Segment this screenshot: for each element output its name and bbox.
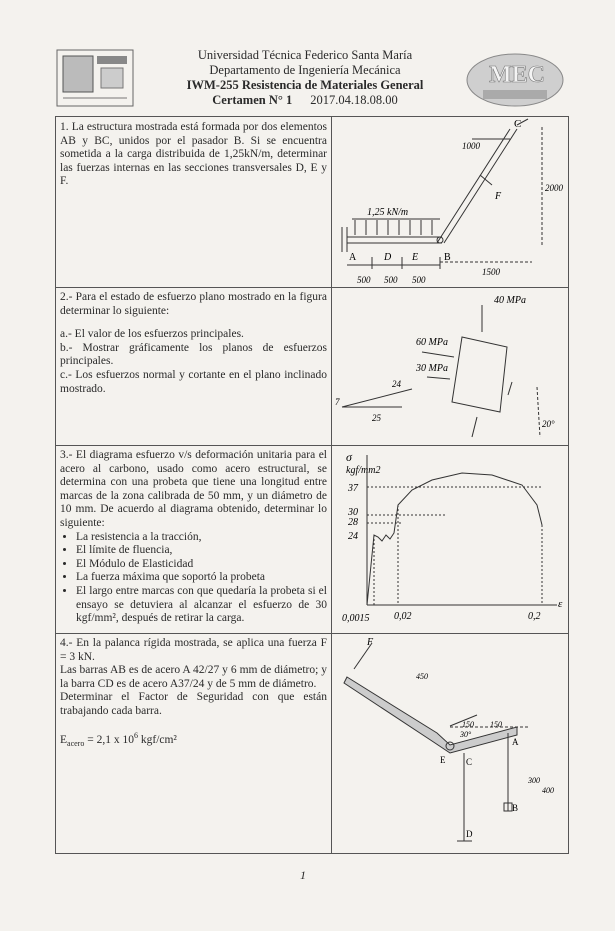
angle-20: 20° (542, 419, 555, 429)
stress-60: 60 MPa (416, 337, 448, 348)
strain-axis-symbol: ε (558, 598, 563, 610)
dim-500-b: 500 (384, 275, 398, 285)
label-D: D (384, 252, 392, 263)
dim-1000: 1000 (462, 141, 480, 151)
label-B-lever: B (512, 803, 519, 813)
elastic-modulus: $E_{acero} = 2,1$ x $10^6$ kgf/cm² (60, 730, 177, 748)
stress-axis-unit: kgf/mm2 (346, 465, 381, 476)
question-2-intro: 2.- Para el estado de esfuerzo plano mostrado en la figura determinar lo siguiente: (60, 291, 327, 317)
exam-header (55, 48, 565, 112)
label-B: B (444, 252, 451, 263)
exam-title: Certamen N° 1 (212, 93, 293, 107)
header-text (150, 48, 460, 108)
dim-150-a: 150 (462, 720, 474, 729)
slope-7: 7 (335, 397, 340, 407)
ytick-24: 24 (348, 531, 358, 542)
question-4-text-1: 4.- En la palanca rígida mostrada, se aplica una fuerza F = 3 kN. (60, 637, 327, 663)
slope-24: 24 (392, 379, 401, 389)
load-label: 1,25 kN/m (367, 207, 409, 218)
question-3-row (56, 445, 568, 634)
dim-500-a: 500 (357, 275, 371, 285)
question-2-row (56, 287, 568, 446)
force-F: F (367, 637, 374, 648)
label-E-lever: E (440, 755, 446, 765)
mec-logo-text: MEC (489, 62, 545, 88)
label-C-lever: C (466, 757, 473, 767)
label-A-lever: A (512, 737, 519, 747)
question-3-item-5: • El largo entre marcas con que quedaría la probeta si el ensayo se detuviera al alcanzar el esfuerzo de 30 kgf/mm², después de retirar la carga. (76, 585, 327, 626)
university-name: Universidad Técnica Federico Santa María (197, 48, 413, 62)
label-D-lever: D (466, 829, 473, 839)
question-4-row (56, 633, 568, 853)
xtick-002: 0,02 (394, 611, 412, 622)
question-3-item-3: • El Módulo de Elasticidad (76, 558, 327, 572)
mec-logo (465, 52, 565, 108)
question-3-intro: 3.- El diagrama esfuerzo v/s deformación unitaria para el acero al carbono, usado como acero estructural, se determina con una probeta que tiene una longitud entre marcas de la zona calibrada de 50 mm, y un diámetro de 10 mm. De acuerdo al diagrama obtenido, determinar lo siguiente: (60, 449, 327, 529)
stress-axis-symbol: σ (346, 450, 352, 464)
angle-30: 30° (460, 730, 472, 739)
page-number: 1 (300, 868, 306, 882)
label-F: F (495, 191, 502, 202)
dim-2000: 2000 (545, 183, 563, 193)
questions-table (55, 116, 569, 854)
question-2-item-c: c.- Los esfuerzos normal y cortante en el plano inclinado mostrado. (60, 368, 327, 395)
dim-500-c: 500 (412, 275, 426, 285)
question-4-text-3: Determinar el Factor de Seguridad con que están trabajando cada barra. (60, 691, 327, 717)
question-2-item-b: b.- Mostrar gráficamente los planos de esfuerzos principales. (60, 341, 327, 368)
dim-300: 300 (528, 776, 540, 785)
question-1-text: 1. La estructura mostrada está formada por dos elementos AB y BC, unidos por el pasador B. Si se encuentra sometida a la carga distribuida de 1,25kN/m, determinar las fuerzas internas en las secciones transversales D, E y F. (60, 121, 327, 188)
ytick-28: 28 (348, 517, 358, 528)
label-C: C (514, 118, 522, 130)
dim-400: 400 (542, 786, 554, 795)
label-A: A (349, 252, 357, 263)
xtick-00015: 0,0015 (342, 613, 370, 624)
slope-25: 25 (372, 413, 381, 423)
dim-1500: 1500 (482, 267, 500, 277)
question-2-figure (332, 287, 568, 445)
question-1-row (56, 117, 568, 288)
ytick-37: 37 (348, 483, 358, 494)
question-3-item-4: • La fuerza máxima que soportó la probeta (76, 571, 327, 585)
question-4-text-2: Las barras AB es de acero A 42/27 y 6 mm de diámetro; y la barra CD es de acero A37/24 y de 5 mm de diámetro. (60, 664, 327, 690)
stress-30: 30 MPa (416, 363, 448, 374)
dim-150-b: 150 (490, 720, 502, 729)
ytick-30: 30 (348, 507, 358, 518)
question-2-item-a: a.- El valor de los esfuerzos principales. (60, 328, 244, 341)
xtick-02: 0,2 (528, 611, 541, 622)
department-name: Departamento de Ingeniería Mecánica (209, 63, 401, 77)
exam-date-code: 2017.04.18.08.00 (310, 93, 398, 107)
course-name: IWM-255 Resistencia de Materiales General (186, 78, 424, 92)
question-3-item-1: • La resistencia a la tracción, (76, 531, 327, 545)
stress-40: 40 MPa (494, 295, 526, 306)
question-3-figure (332, 445, 568, 633)
dim-450: 450 (416, 672, 428, 681)
university-seal-icon (55, 48, 135, 108)
question-4-figure (332, 633, 568, 853)
question-1-figure (332, 117, 568, 287)
label-E: E (412, 252, 419, 263)
question-3-item-2: • El límite de fluencia, (76, 544, 327, 558)
